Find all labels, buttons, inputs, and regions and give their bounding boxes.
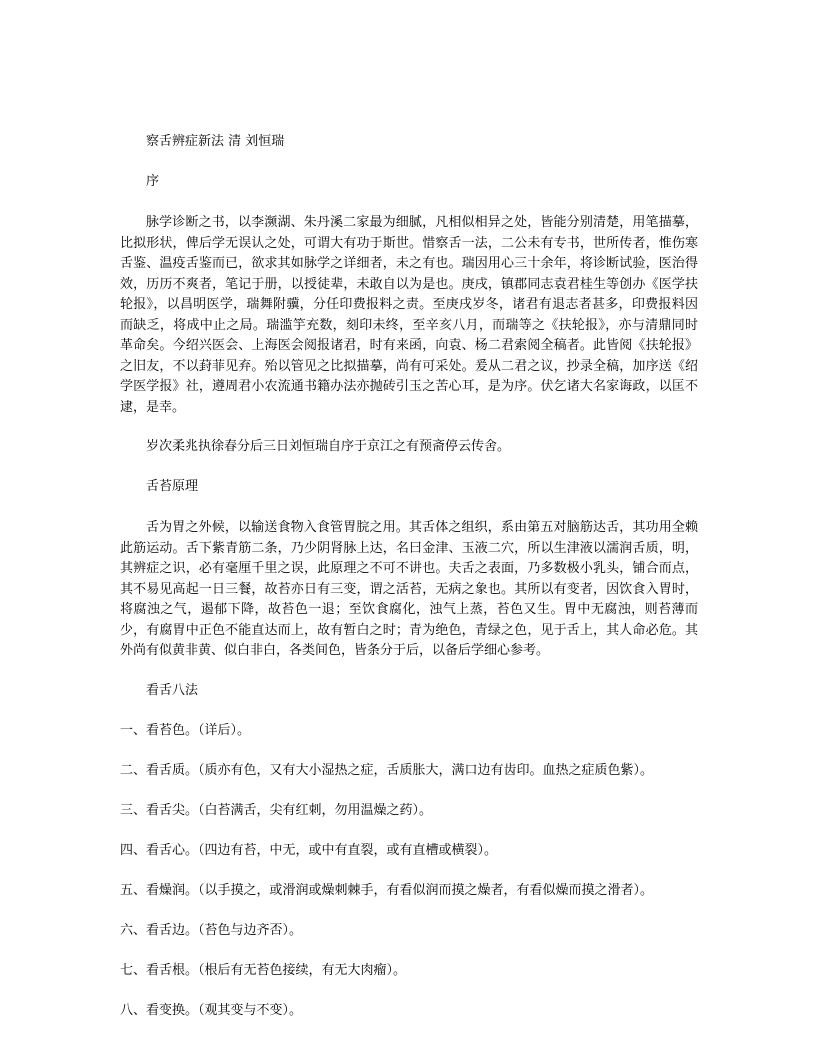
- preface-signature: 岁次柔兆执徐春分后三日刘恒瑞自序于京江之有预斋停云传舍。: [146, 439, 511, 454]
- method-item-3: 三、看舌尖。（白苔满舌，尖有红刺，勿用温燥之药）。: [120, 802, 433, 818]
- tongue-coating-principle-body: 舌为胃之外候，以输送食物入食管胃脘之用。其舌体之组织，系由第五对脑筋达舌，其功用全赖此筋运动。舌下紫青筋二条，乃少阴肾脉上达，名曰金津、玉液二穴，所以生津液以濡润舌质，明，其辨症之识，必有毫厘千里之误，此原理之不可不讲也。夫舌之表面，乃多数极小乳头，铺合而点，其不易见高起一日三餐，故苔亦日有三变，谓之活苔，无病之象也。其所以有变者，因饮食入胃时，将腐浊之气，遏郁下降，故苔色一退；至饮食腐化，浊气上蒸，苔色又生。胃中无腐浊，则苔薄而少，有腐胃中正色不能直达而上，故有暂白之时；青为绝色，青绿之色，见于舌上，其人命必危。其外尚有似黄非黄、似白非白，各类间色，皆条分于后，以备后学细心参考。: [120, 520, 698, 658]
- method-item-8: 八、看变换。（观其变与不变）。: [120, 1002, 303, 1018]
- method-item-7: 七、看舌根。（根后有无苔色接续，有无大肉瘤）。: [120, 962, 407, 978]
- document-title: 察舌辨症新法 清 刘恒瑞: [146, 134, 285, 149]
- method-item-5: 五、看燥润。（以手摸之，或滑润或燥刺棘手，有看似润而摸之燥者，有看似燥而摸之滑者）。: [120, 882, 654, 898]
- method-item-1: 一、看苔色。（详后）。: [120, 722, 251, 738]
- method-item-4: 四、看舌心。（四边有苔，中无，或中有直裂，或有直槽或横裂）。: [120, 842, 498, 858]
- preface-body: 脉学诊断之书，以李濒湖、朱丹溪二家最为细腻，凡相似相异之处，皆能分别清楚，用笔描摹，比拟形状，俾后学无误认之处，可谓大有功于斯世。惜察舌一法，二公未有专书，世所传者，惟伤寒舌鉴、温疫舌鉴而已，欲求其如脉学之详细者，未之有也。瑞因用心三十余年，将诊断试验，医治得效，历历不爽者，笔记于册，以授徒辈，未敢自以为是也。庚戌，镇郡同志袁君桂生等创办《医学扶轮报》，以昌明医学，瑞舞附骥，分任印费报料之责。至庚戌岁冬，诸君有退志者甚多，印费报料因而缺乏，将成中止之局。瑞滥竽充数，刻印未终，至辛亥八月，而瑞等之《扶轮报》，亦与清鼎同时革命矣。今绍兴医会、上海医会阅报诸君，时有来函，向袁、杨二君索阅全稿者。此皆阅《扶轮报》之旧友，不以葑菲见弃。殆以管见之比拟描摹，尚有可采处。爰从二君之议，抄录全稿，加序送《绍学医学报》社，遵周君小农流通书籍办法亦抛砖引玉之苦心耳，是为序。伏乞诸大名家诲政，以匡不逮，是幸。: [120, 215, 698, 415]
- section-heading-tongue-coating-principle: 舌苔原理: [146, 479, 199, 494]
- method-item-6: 六、看舌边。（苔色与边齐否）。: [120, 922, 303, 938]
- method-item-2: 二、看舌质。（质亦有色，又有大小湿热之症，舌质胀大，满口边有齿印。血热之症质色紫）。: [120, 762, 654, 778]
- document-page: [120, 133, 698, 1020]
- preface-heading: 序: [146, 174, 160, 189]
- section-heading-eight-methods: 看舌八法: [146, 682, 199, 698]
